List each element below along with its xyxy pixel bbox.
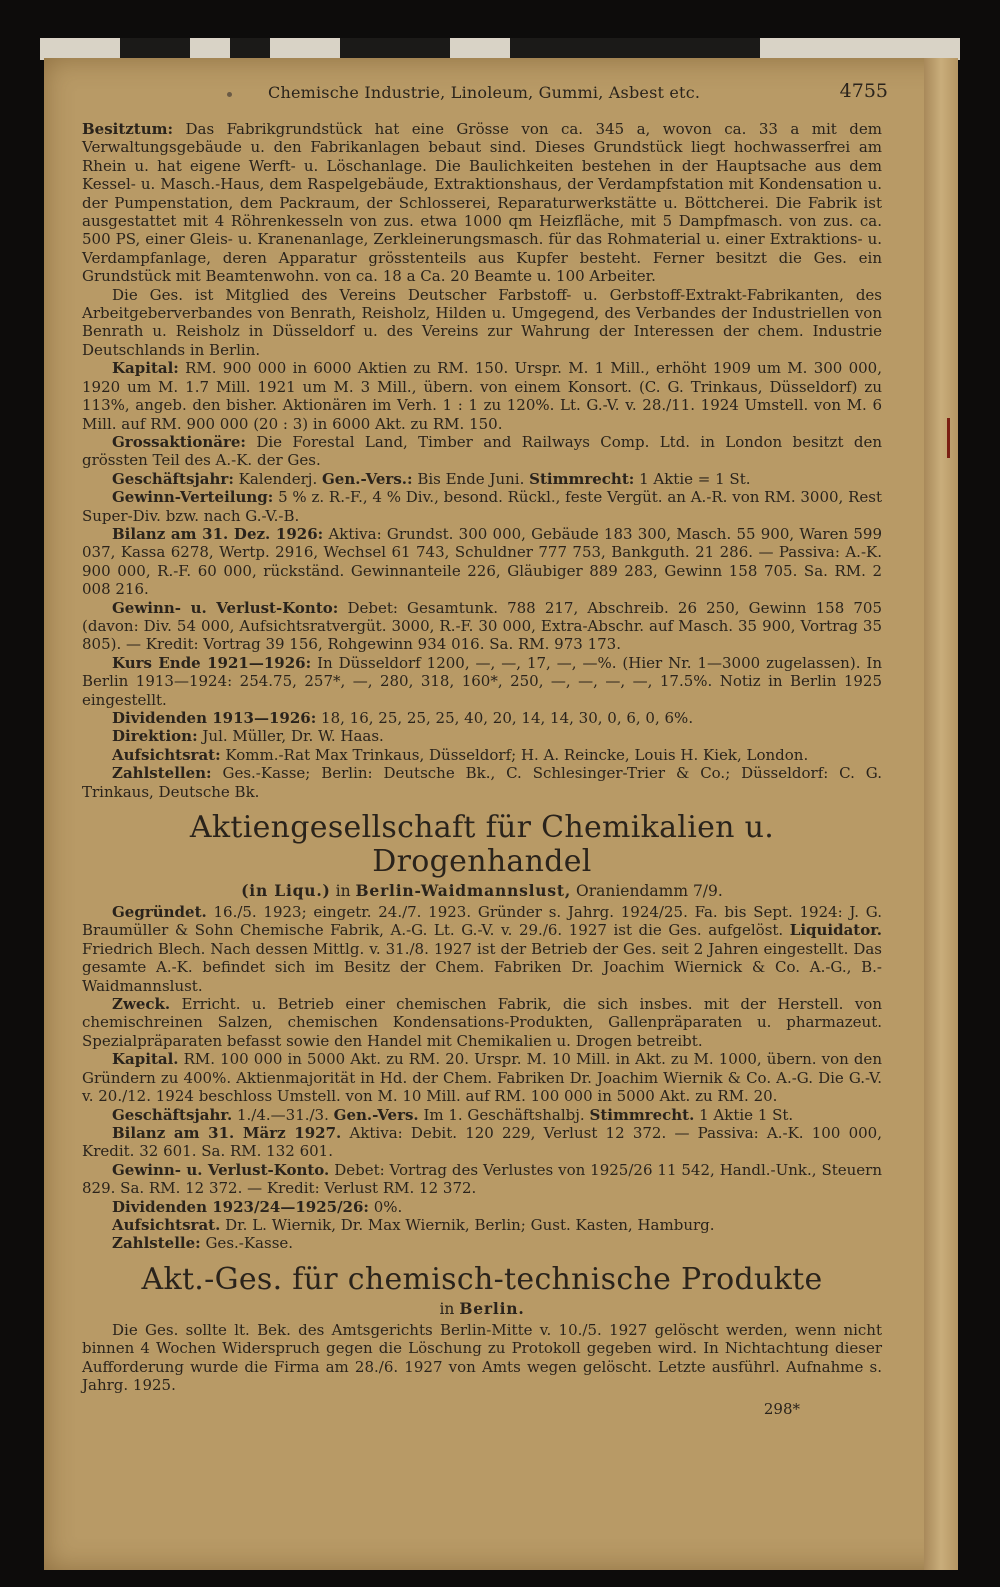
stimmrecht2-text: 1 Aktie 1 St. [699,1105,794,1124]
dividenden-label: Dividenden 1913—1926: [112,709,317,727]
kurs-label: Kurs Ende 1921—1926: [112,653,312,672]
stimmrecht2-label: Stimmrecht. [589,1105,695,1124]
book-page [44,58,958,1570]
direktion-paragraph [82,727,882,745]
kurs-text: In Düsseldorf 1200, —, —, 17, —, —%. (Hier Nr. 1—3000 zugelassen). In Berlin 1913—1924: 254.75, 257*, —, 280, 318, 160*, 250, —, —, —, —, 17.5%. Notiz in Berlin 1925 eingestellt. [82,653,882,709]
page-text [82,58,888,1419]
geschaeftsjahr2-paragraph [82,1106,882,1124]
zahlstelle2-paragraph [82,1234,882,1252]
page-number: 4755 [839,80,888,102]
geschaeftsjahr-paragraph [82,470,882,488]
bilanz-text: Aktiva: Grundst. 300 000, Gebäude 183 300, Masch. 55 900, Waren 599 037, Kassa 6278, Wertp. 2916, Wechsel 61 743, Schuldner 777 753, Bankguth. 21 286. — Passiva: A.-K. 900 000, R.-F. 60 000, rückständ. Gewinnanteile 226, Gläubiger 889 283, Gewinn 158 705. Sa. RM. 2 008 216. [82,524,882,599]
kapital-label: Kapital: [112,359,179,378]
edge-mark [947,418,950,458]
kapital2-text: RM. 100 000 in 5000 Akt. zu RM. 20. Urspr. M. 10 Mill. in Akt. zu M. 1000, übern. von den Gründern zu 400%. Aktienmajorität in Hd. der Chem. Fabriken Dr. Joachim Wiernik & Co. A.-G. Die G.-V. v. 20./12. 1924 beschloss Umstell. von M. 10 Mill. auf RM. 100 000 in 5000 Akt. zu RM. 20. [82,1050,882,1106]
zahlstelle2-label: Zahlstelle: [112,1234,201,1253]
geschaeftsjahr2-label: Geschäftsjahr. [112,1105,233,1124]
company-subheading-technische [82,1299,882,1319]
zahlstellen-label: Zahlstellen: [112,764,212,783]
company-subheading-chemikalien [82,881,882,901]
top-binding-strip [40,38,960,60]
mitglied-paragraph: Die Ges. ist Mitglied des Vereins Deutscher Farbstoff- u. Gerbstoff-Extrakt-Fabrikanten, des Arbeitgeberverbandes von Benrath, Reisholz, Hilden u. Umgegend, des Verbandes der Industriellen von Benrath u. Reisholz in Düsseldorf u. des Vereins zur Wahrung der Interessen der chem. Industrie Deutschlands in Berlin. [82,285,882,359]
grossaktionaere-text: Die Forestal Land, Timber and Railways Comp. Ltd. in London besitzt den grössten Teil des A.-K. der Ges. [82,432,882,470]
liquidator-label: Liquidator. [789,921,882,940]
kurs-paragraph [82,654,882,709]
running-title: Chemische Industrie, Linoleum, Gummi, Asbest etc. [268,83,701,102]
besitztum-text: Das Fabrikgrundstück hat eine Grösse von ca. 345 a, wovon ca. 33 a mit dem Verwaltungsgebäude u. den Fabrikanlagen bebaut sind. Dieses Grundstück liegt hochwasserfrei am Rhein u. hat eigene Werft- u. Löschanlage. Die Baulichkeiten bestehen in der Hauptsache aus dem Kessel- u. Masch.-Haus, dem Raspelgebäude, Extraktionshaus, der Verdampfstation mit Kondensation u. der Pumpenstation, dem Packraum, der Schlosserei, Reparaturwerkstätte u. Böttcherei. Die Fabrik ist ausgestattet mit 4 Röhrenkesseln von zus. etwa 1000 qm Heizfläche, mit 5 Dampfmasch. von zus. ca. 500 PS, einer Gleis- u. Kranenanlage, Zerkleinerungsmasch. für das Rohmaterial u. einer Extraktions- u. Verdampfanlage, deren Apparatur grösstenteils aus Kupfer besteht. Ferner besitzt die Ges. ein Grundstück mit Beamtenwohn. von ca. 18 a Ca. 20 Beamte u. 100 Arbeiter. [82,120,882,286]
location-prefix: in [335,882,351,901]
zweck-text: Erricht. u. Betrieb einer chemischen Fabrik, die sich insbes. mit der Herstell. von chemischreinen Salzen, chemischen Kondensations-Produkten, Gallenpräparaten u. pharmazeut. Spezialpräparaten befasst sowie den Handel mit Chemikalien u. Drogen betreibt. [82,995,882,1050]
aufsichtsrat2-paragraph [82,1216,882,1234]
aufsichtsrat-label: Aufsichtsrat: [112,745,221,764]
bilanz2-label: Bilanz am 31. März 1927. [112,1123,342,1142]
guv-paragraph [82,599,882,654]
signature-mark: 298* [763,1400,800,1419]
direktion-label: Direktion: [112,727,198,746]
aufsichtsrat-text: Komm.-Rat Max Trinkaus, Düsseldorf; H. A. Reincke, Louis H. Kiek, London. [225,745,809,764]
zahlstelle2-text: Ges.-Kasse. [205,1234,294,1253]
genvers-label: Gen.-Vers.: [322,469,413,488]
gewinnverteilung-label: Gewinn-Verteilung: [112,488,274,507]
dividenden2-text: 0%. [373,1197,403,1216]
dividenden2-paragraph [82,1198,882,1216]
company-address: Oraniendamm 7/9. [576,882,723,901]
zweck-paragraph [82,995,882,1050]
grossaktionaere-label: Grossaktionäre: [112,432,246,451]
zahlstellen-text: Ges.-Kasse; Berlin: Deutsche Bk., C. Schlesinger-Trier & Co.; Düsseldorf: C. G. Trinkaus, Deutsche Bk. [82,764,882,801]
kapital-paragraph [82,359,882,433]
guv-label: Gewinn- u. Verlust-Konto: [112,598,339,617]
kapital2-label: Kapital. [112,1050,179,1069]
aufsichtsrat2-text: Dr. L. Wiernik, Dr. Max Wiernik, Berlin; Gust. Kasten, Hamburg. [225,1215,715,1234]
aufsichtsrat2-label: Aufsichtsrat. [112,1215,221,1234]
dividenden-text: 18, 16, 25, 25, 25, 40, 20, 14, 14, 30, 0, 6, 0, 6%. [321,709,694,727]
zweck-label: Zweck. [112,995,171,1014]
guv2-label: Gewinn- u. Verlust-Konto. [112,1160,330,1179]
kapital2-paragraph [82,1050,882,1105]
company-location: Berlin-Waidmannslust, [355,881,572,901]
dividenden-paragraph [82,709,882,727]
geschaeftsjahr-text: Kalenderj. [238,469,318,488]
gegruendet-paragraph [82,903,882,995]
stimmrecht-label: Stimmrecht: [529,469,635,488]
loeschung-paragraph: Die Ges. sollte lt. Bek. des Amtsgerichts Berlin-Mitte v. 10./5. 1927 gelöscht werden, wenn nicht binnen 4 Wochen Widerspruch gegen die Löschung zu Protokoll gegeben wird. In Nichtachtung dieser Aufforderung wurde die Firma am 28./6. 1927 von Amts wegen gelöscht. Letzte ausführl. Aufnahme s. Jahrg. 1925. [82,1320,882,1394]
genvers2-label: Gen.-Vers. [333,1105,419,1124]
geschaeftsjahr-label: Geschäftsjahr: [112,469,234,488]
running-header [82,80,888,120]
company-heading-technische: Akt.-Ges. für chemisch-technische Produkte [141,1261,823,1297]
gewinnverteilung-paragraph [82,488,882,525]
gewinnverteilung-text: 5 % z. R.-F., 4 % Div., besond. Rückl., feste Vergüt. an A.-R. von RM. 3000, Rest Super-Div. bzw. nach G.-V.-B. [82,488,882,525]
guv2-paragraph [82,1161,882,1198]
guv-text: Debet: Gesamtunk. 788 217, Abschreib. 26 250, Gewinn 158 705 (davon: Div. 54 000, Aufsichtsratvergüt. 3000, R.-F. 30 000, Extra-Abschr. auf Masch. 35 900, Vortrag 35 805). — Kredit: Vortrag 39 156, Rohgewinn 934 016. Sa. RM. 973 173. [82,598,882,654]
company-location-3: Berlin. [459,1298,525,1318]
liquidator-text: Friedrich Blech. Nach dessen Mittlg. v. 31./8. 1927 ist der Betrieb der Ges. seit 2 Jahren eingestellt. Das gesamte A.-K. befindet sich im Besitz der Chem. Fabriken Dr. Joachim Wiernick & Co. A.-G., B.-Waidmannslust. [82,939,882,995]
besitztum-label: Besitztum: [82,120,174,138]
liquidation-status: (in Liqu.) [241,881,331,901]
grossaktionaere-paragraph [82,433,882,470]
gegruendet-label: Gegründet. [112,903,207,922]
bilanz-paragraph [82,525,882,599]
kapital-text: RM. 900 000 in 6000 Aktien zu RM. 150. Urspr. M. 1 Mill., erhöht 1909 um M. 300 000, 1920 um M. 1.7 Mill. 1921 um M. 3 Mill., übern. von einem Konsort. (C. G. Trinkaus, Düsseldorf) zu 113%, angeb. den bisher. Aktionären im Verh. 1 : 1 zu 120%. Lt. G.-V. v. 28./11. 1924 Umstell. von M. 6 Mill. auf RM. 900 000 (20 : 3) in 6000 Akt. zu RM. 150. [82,359,882,433]
besitztum-paragraph [82,120,882,286]
gegruendet-text: 16./5. 1923; eingetr. 24./7. 1923. Gründer s. Jahrg. 1924/25. Fa. bis Sept. 1924: J. G. Braumüller & Sohn Chemische Fabrik, A.-G. Lt. G.-V. v. 29./6. 1927 ist die Ges. aufgelöst. [82,903,882,940]
bilanz2-text: Aktiva: Debit. 120 229, Verlust 12 372. — Passiva: A.-K. 100 000, Kredit. 32 601. Sa. RM. 132 601. [82,1123,882,1161]
stimmrecht-text: 1 Aktie = 1 St. [639,469,751,488]
zahlstellen-paragraph [82,764,882,801]
guv2-text: Debet: Vortrag des Verlustes von 1925/26 11 542, Handl.-Unk., Steuern 829. Sa. RM. 12 372. — Kredit: Verlust RM. 12 372. [82,1160,882,1198]
direktion-text: Jul. Müller, Dr. W. Haas. [202,727,384,746]
header-dot [227,92,232,97]
dividenden2-label: Dividenden 1923/24—1925/26: [112,1197,369,1216]
bilanz-label: Bilanz am 31. Dez. 1926: [112,524,324,543]
location-prefix-3: in [439,1299,455,1318]
company-heading-chemikalien: Aktiengesellschaft für Chemikalien u. Drogenhandel [189,810,775,880]
aufsichtsrat-paragraph [82,746,882,764]
genvers2-text: Im 1. Geschäftshalbj. [423,1105,585,1124]
page-edge [924,58,958,1570]
geschaeftsjahr2-text: 1./4.—31./3. [236,1105,329,1124]
genvers-text: Bis Ende Juni. [417,469,525,488]
bilanz2-paragraph [82,1124,882,1161]
